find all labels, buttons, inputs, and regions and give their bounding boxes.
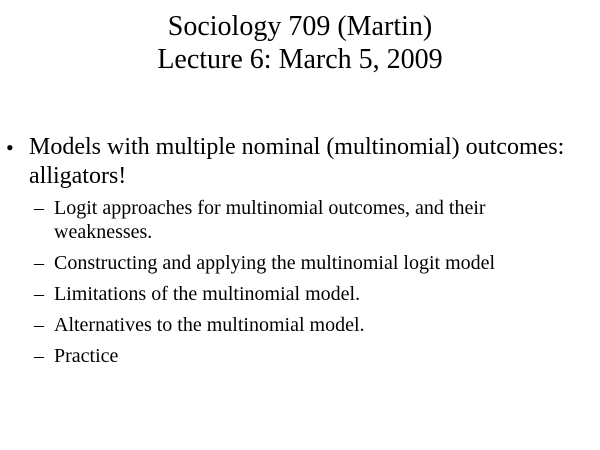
title-line-1: Sociology 709 (Martin)	[167, 11, 433, 42]
sub-bullet	[0, 344, 574, 368]
bullet-list	[0, 133, 600, 375]
sub-bullet-marker: –	[34, 345, 44, 367]
sub-bullet-list	[0, 196, 600, 368]
main-bullet	[0, 133, 569, 191]
title-line-2: Lecture 6: March 5, 2009	[157, 44, 443, 75]
sub-bullet-marker: –	[34, 252, 44, 274]
slide-title	[0, 10, 600, 76]
sub-bullet	[0, 196, 574, 244]
sub-bullet-text: Constructing and applying the multinomial logit model	[54, 252, 496, 274]
sub-bullet-text: Limitations of the multinomial model.	[54, 283, 361, 305]
sub-bullet-text: Practice	[54, 345, 119, 367]
sub-bullet	[0, 282, 574, 306]
bullet-marker: •	[6, 135, 14, 160]
sub-bullet	[0, 313, 574, 337]
sub-bullet-text: Logit approaches for multinomial outcomes, and their weaknesses.	[54, 197, 486, 243]
sub-bullet	[0, 251, 574, 275]
sub-bullet-marker: –	[34, 197, 44, 219]
sub-bullet-text: Alternatives to the multinomial model.	[54, 314, 365, 336]
main-bullet-text: Models with multiple nominal (multinomial) outcomes: alligators!	[29, 134, 565, 189]
sub-bullet-marker: –	[34, 314, 44, 336]
sub-bullet-marker: –	[34, 283, 44, 305]
